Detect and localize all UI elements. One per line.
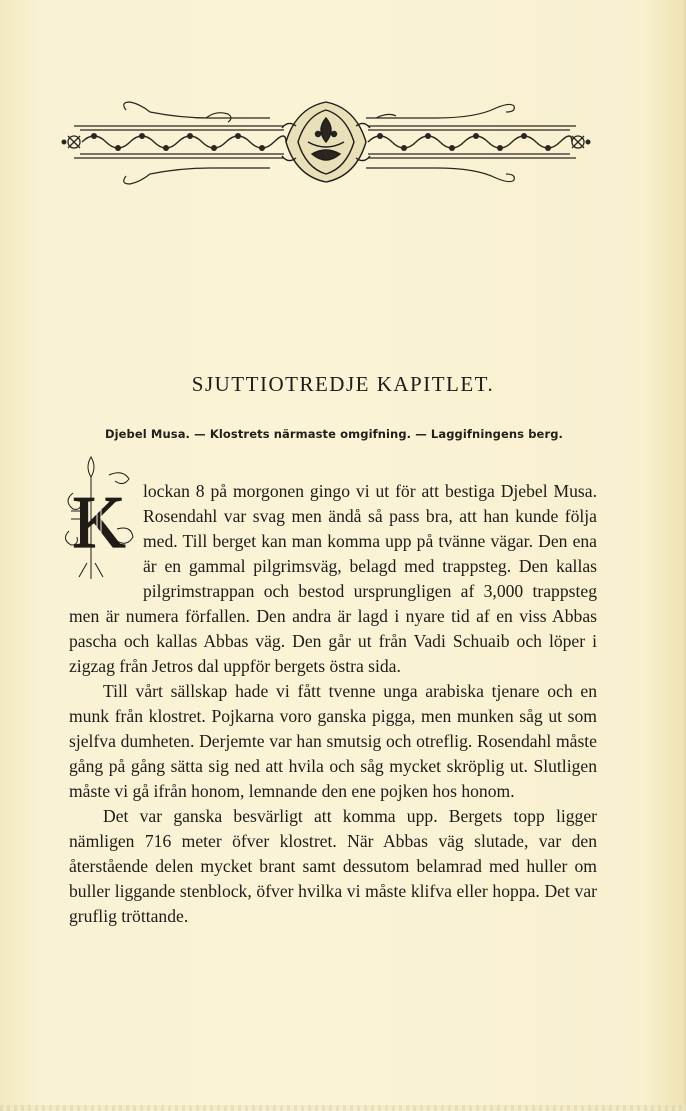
paragraph-3: Det var ganska besvärligt att komma upp. Bergets topp ligger nämligen 716 meter öfver klostret. När Abbas väg slutade, var den återstående delen mycket brant samt dessutom belamrad med huller om buller liggande stenblock, öfver hvilka vi måste klifva eller hoppa. Det var gruflig tröttande. xyxy=(69,806,597,926)
decorative-headpiece-ornament xyxy=(56,96,596,186)
paragraph-2: Till vårt sällskap hade vi fått tvenne unga arabiska tjenare och en munk från klostret. Pojkarna voro ganska pigga, men munken såg ut som sjelfva dumheten. Derjemte var han smutsig och otreflig. Rosendahl måste gång på gång sätta sig ned att hvila och såg mycket skröplig ut. Slutligen måste vi gå ifrån honom, lemnande den ene pojken hos honom. xyxy=(69,681,597,801)
scan-edge-strip xyxy=(0,1105,686,1111)
chapter-title: SJUTTIOTREDJE KAPITLET. xyxy=(191,372,495,396)
chapter-body xyxy=(69,479,597,929)
ornamental-initial-letter xyxy=(61,453,137,583)
dropcap-letter: K xyxy=(72,482,126,564)
chapter-synopsis: Djebel Musa. — Klostrets närmaste omgifning. — Laggifningens berg. xyxy=(104,427,564,441)
paragraph-1: lockan 8 på morgonen gingo vi ut för att bestiga Djebel Musa. Rosendahl var svag men ändå så pass bra, att han kunde följa med. Till berget kan man komma upp på tvänne vägar. Den ena är en gammal pilgrimsväg, belagd med trappsteg. Den kallas pilgrimstrappan och bestod ursprungligen af 3,000 trappsteg men är numera förfallen. Den andra är lagd i nyare tid af en viss Abbas pascha och kallas Abbas väg. Den går ut från Vadi Schuaib och löper i zigzag från Jetros dal uppför bergets östra sida. xyxy=(69,481,597,676)
